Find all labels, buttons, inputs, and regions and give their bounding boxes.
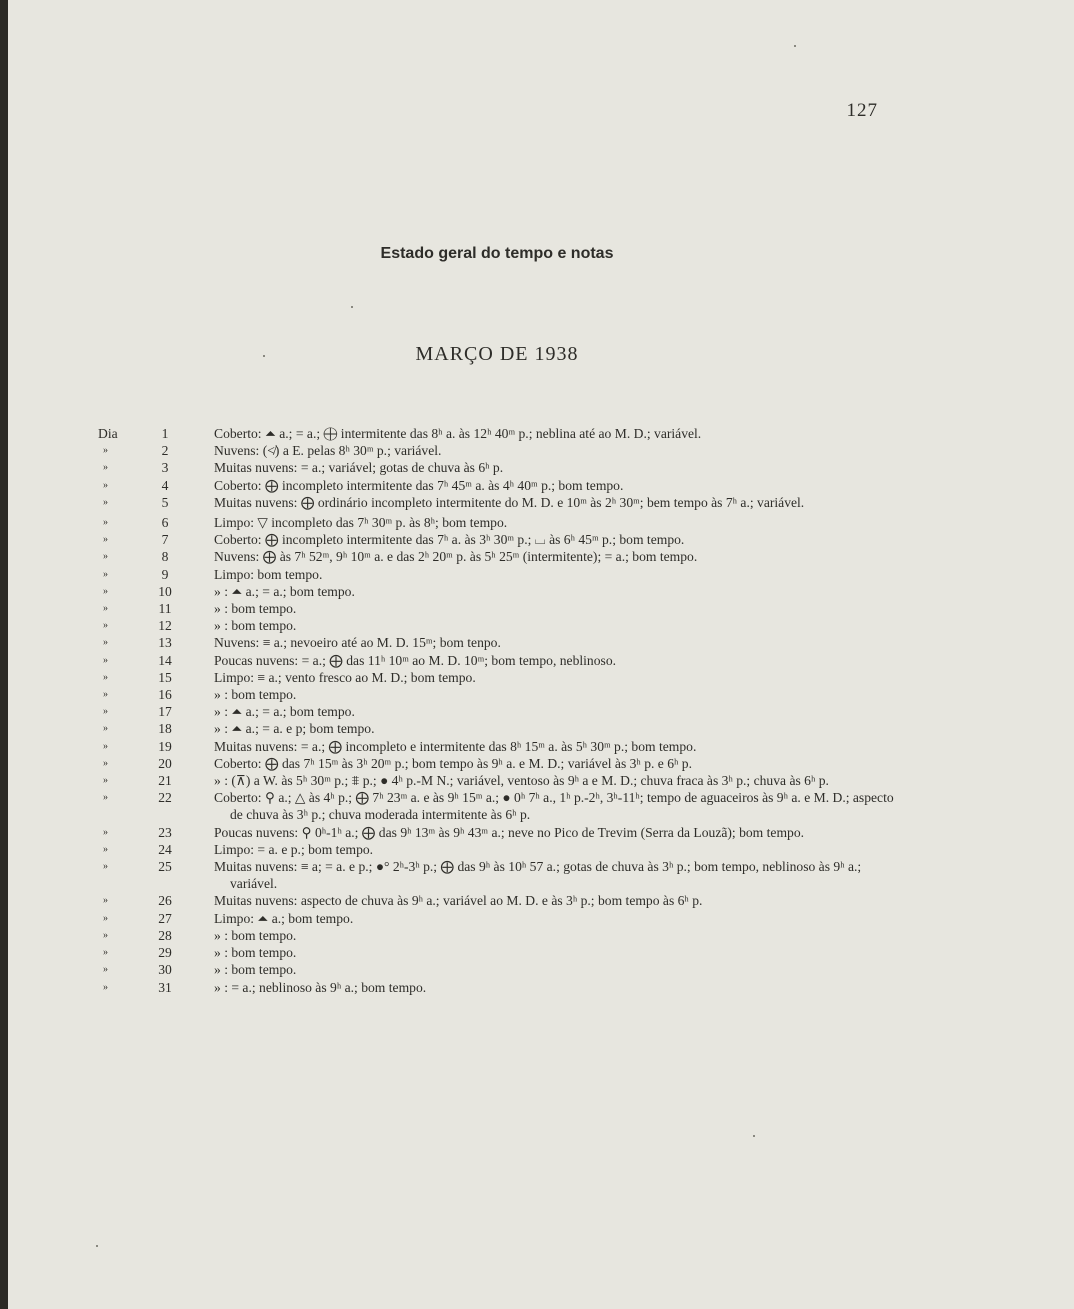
weather-note: » : bom tempo. <box>214 945 297 961</box>
day-row <box>8 841 1074 858</box>
ditto-mark: » <box>103 445 108 457</box>
day-row <box>8 892 1074 909</box>
day-row <box>8 703 1074 720</box>
ditto-mark: » <box>103 689 108 701</box>
weather-note: » : bom tempo. <box>214 601 297 617</box>
day-number: 21 <box>158 773 172 789</box>
day-row <box>8 652 1074 669</box>
day-row <box>8 858 1074 892</box>
page-number: 127 <box>846 100 878 121</box>
day-row <box>8 442 1074 459</box>
ditto-mark: » <box>103 534 108 546</box>
weather-note: Nuvens: (≮) a E. pelas 8ʰ 30ᵐ p.; variável. <box>214 443 442 459</box>
day-row <box>8 789 1074 823</box>
day-number: 8 <box>161 549 169 565</box>
ditto-mark: » <box>103 757 108 769</box>
weather-note: » : bom tempo. <box>214 687 297 703</box>
ditto-mark: » <box>103 895 108 907</box>
ditto-mark: » <box>103 929 108 941</box>
weather-note: » : ⏶ a.; = a. e p; bom tempo. <box>214 721 375 737</box>
day-number: 30 <box>158 962 172 978</box>
document-page <box>8 0 1074 1309</box>
day-row <box>8 425 1074 442</box>
day-row <box>8 600 1074 617</box>
day-number: 29 <box>158 945 172 961</box>
paper-speck <box>96 1245 98 1247</box>
month-title: MARÇO DE 1938 <box>415 343 579 365</box>
weather-note: » : bom tempo. <box>214 618 297 634</box>
day-row <box>8 772 1074 789</box>
paper-speck <box>263 355 265 357</box>
day-row <box>8 755 1074 772</box>
weather-note: Nuvens: ≡ a.; nevoeiro até ao M. D. 15ᵐ; bom tenpo. <box>214 635 501 651</box>
ditto-mark: » <box>103 462 108 474</box>
day-row <box>8 910 1074 927</box>
day-number: 15 <box>158 669 172 685</box>
ditto-mark: » <box>103 964 108 976</box>
weather-note: Limpo: ⏶ a.; bom tempo. <box>214 910 354 926</box>
day-number: 24 <box>158 841 172 857</box>
day-number: 22 <box>158 790 172 806</box>
weather-note: » : (⊼) a W. às 5ʰ 30ᵐ p.; ⩨ p.; ● 4ʰ p.-M N.; variável, ventoso às 9ʰ a e M. D.; chuva fraca às 3ʰ p.; chuva às 6ʰ p. <box>214 773 829 789</box>
day-row <box>8 927 1074 944</box>
ditto-mark: » <box>103 603 108 615</box>
ditto-mark: » <box>103 637 108 649</box>
ditto-mark: » <box>103 706 108 718</box>
ditto-mark: » <box>103 517 108 529</box>
weather-note: Poucas nuvens: ⚲ 0ʰ-1ʰ a.; ⨁ das 9ʰ 13ᵐ às 9ʰ 43ᵐ a.; neve no Pico de Trevim (Serra da Louzã); bom tempo. <box>214 824 805 840</box>
day-number: 2 <box>161 443 169 459</box>
day-row <box>8 979 1074 996</box>
weather-note: Muitas nuvens: = a.; variável; gotas de chuva às 6ʰ p. <box>214 460 504 476</box>
weather-note: Coberto: ⨁ incompleto intermitente das 7ʰ 45ᵐ a. às 4ʰ 40ᵐ p.; bom tempo. <box>214 477 624 493</box>
weather-note: Muitas nuvens: = a.; ⨁ incompleto e intermitente das 8ʰ 15ᵐ a. às 5ʰ 30ᵐ p.; bom tempo. <box>214 738 697 754</box>
weather-note: Limpo: ≡ a.; vento fresco ao M. D.; bom tempo. <box>214 669 476 685</box>
ditto-mark: » <box>103 843 108 855</box>
day-row <box>8 459 1074 476</box>
day-number: 10 <box>158 583 172 599</box>
day-row <box>8 961 1074 978</box>
day-number: 17 <box>158 704 172 720</box>
day-number: 23 <box>158 824 172 840</box>
weather-note: Coberto: ⨁ das 7ʰ 15ᵐ às 3ʰ 20ᵐ p.; bom tempo às 9ʰ a. e M. D.; variável às 3ʰ p. e 6ʰ p. <box>214 755 692 771</box>
day-row <box>8 583 1074 600</box>
weather-note: Coberto: ⚲ a.; △ às 4ʰ p.; ⨁ 7ʰ 23ᵐ a. e às 9ʰ 15ᵐ a.; ● 0ʰ 7ʰ a., 1ʰ p.-2ʰ, 3ʰ-11ʰ; tempo de aguaceiros às 9ʰ a. e M. D.; aspecto de chuva às 3ʰ p.; chuva moderada intermitente às 6ʰ p. <box>214 790 894 823</box>
day-number: 14 <box>158 652 172 668</box>
day-row <box>8 824 1074 841</box>
day-row <box>8 494 1074 511</box>
day-number: 28 <box>158 927 172 943</box>
ditto-mark: » <box>103 981 108 993</box>
day-row <box>8 617 1074 634</box>
weather-note: Coberto: ⏶ a.; = a.; ⨁ intermitente das 8ʰ a. às 12ʰ 40ᵐ p.; neblina até ao M. D.; variável. <box>214 426 702 441</box>
day-row <box>8 531 1074 548</box>
ditto-mark: » <box>103 775 108 787</box>
day-number: 18 <box>158 721 172 737</box>
weather-note: Limpo: = a. e p.; bom tempo. <box>214 841 374 857</box>
section-title: Estado geral do tempo e notas <box>380 245 614 262</box>
paper-speck <box>351 306 353 308</box>
weather-note: Coberto: ⨁ incompleto intermitente das 7ʰ a. às 3ʰ 30ᵐ p.; ⌴ às 6ʰ 45ᵐ p.; bom tempo. <box>214 532 685 548</box>
day-number: 16 <box>158 687 172 703</box>
ditto-mark: » <box>103 861 108 873</box>
ditto-mark: » <box>103 740 108 752</box>
ditto-mark: » <box>103 792 108 804</box>
weather-note: » : ⏶ a.; = a.; bom tempo. <box>214 704 355 720</box>
weather-note: » : bom tempo. <box>214 927 297 943</box>
ditto-mark: » <box>103 912 108 924</box>
weather-note: Muitas nuvens: ⨁ ordinário incompleto intermitente do M. D. e 10ᵐ às 2ʰ 30ᵐ; bem tempo às 7ʰ a.; variável. <box>214 494 805 510</box>
day-number: 31 <box>158 979 172 995</box>
ditto-mark: » <box>103 947 108 959</box>
day-row <box>8 548 1074 565</box>
weather-note: Nuvens: ⨁ às 7ʰ 52ᵐ, 9ʰ 10ᵐ a. e das 2ʰ 20ᵐ p. às 5ʰ 25ᵐ (intermitente); = a.; bom tempo. <box>214 549 698 565</box>
day-number: 25 <box>158 859 172 875</box>
day-label: Dia <box>98 426 118 441</box>
day-row <box>8 566 1074 583</box>
day-row <box>8 634 1074 651</box>
paper-speck <box>753 1135 755 1137</box>
weather-note: Muitas nuvens: aspecto de chuva às 9ʰ a.; variável ao M. D. e às 3ʰ p.; bom tempo às 6ʰ p. <box>214 893 703 909</box>
ditto-mark: » <box>103 620 108 632</box>
day-number: 4 <box>161 477 169 493</box>
day-row <box>8 514 1074 531</box>
weather-note: Limpo: ▽ incompleto das 7ʰ 30ᵐ p. às 8ʰ; bom tempo. <box>214 515 508 531</box>
weather-notes-list <box>8 425 1074 996</box>
weather-note: Muitas nuvens: ≡ a; = a. e p.; ●° 2ʰ-3ʰ p.; ⨁ das 9ʰ às 10ʰ 57 a.; gotas de chuva às 3ʰ p.; bom tempo, neblinoso às 9ʰ a.; variável. <box>214 859 862 892</box>
day-row <box>8 686 1074 703</box>
ditto-mark: » <box>103 826 108 838</box>
day-row <box>8 720 1074 737</box>
day-number: 26 <box>158 893 172 909</box>
day-number: 20 <box>158 755 172 771</box>
weather-note: » : = a.; neblinoso às 9ʰ a.; bom tempo. <box>214 979 427 995</box>
paper-speck <box>794 45 796 47</box>
day-row <box>8 944 1074 961</box>
day-number: 5 <box>161 494 169 510</box>
ditto-mark: » <box>103 496 108 508</box>
ditto-mark: » <box>103 479 108 491</box>
day-number: 13 <box>158 635 172 651</box>
weather-note: » : bom tempo. <box>214 962 297 978</box>
day-row <box>8 477 1074 494</box>
ditto-mark: » <box>103 671 108 683</box>
ditto-mark: » <box>103 551 108 563</box>
day-row <box>8 669 1074 686</box>
weather-note: Poucas nuvens: = a.; ⨁ das 11ʰ 10ᵐ ao M. D. 10ᵐ; bom tempo, neblinoso. <box>214 652 617 668</box>
day-row <box>8 738 1074 755</box>
ditto-mark: » <box>103 568 108 580</box>
weather-note: Limpo: bom tempo. <box>214 566 323 582</box>
day-number: 19 <box>158 738 172 754</box>
day-number: 11 <box>158 601 172 617</box>
day-number: 7 <box>161 532 169 548</box>
day-number: 27 <box>158 910 172 926</box>
ditto-mark: » <box>103 723 108 735</box>
ditto-mark: » <box>103 654 108 666</box>
weather-note: » : ⏶ a.; = a.; bom tempo. <box>214 583 355 599</box>
day-number: 1 <box>161 426 169 441</box>
day-number: 3 <box>161 460 169 476</box>
day-number: 6 <box>161 515 169 531</box>
day-number: 12 <box>158 618 172 634</box>
ditto-mark: » <box>103 585 108 597</box>
day-number: 9 <box>161 566 169 582</box>
